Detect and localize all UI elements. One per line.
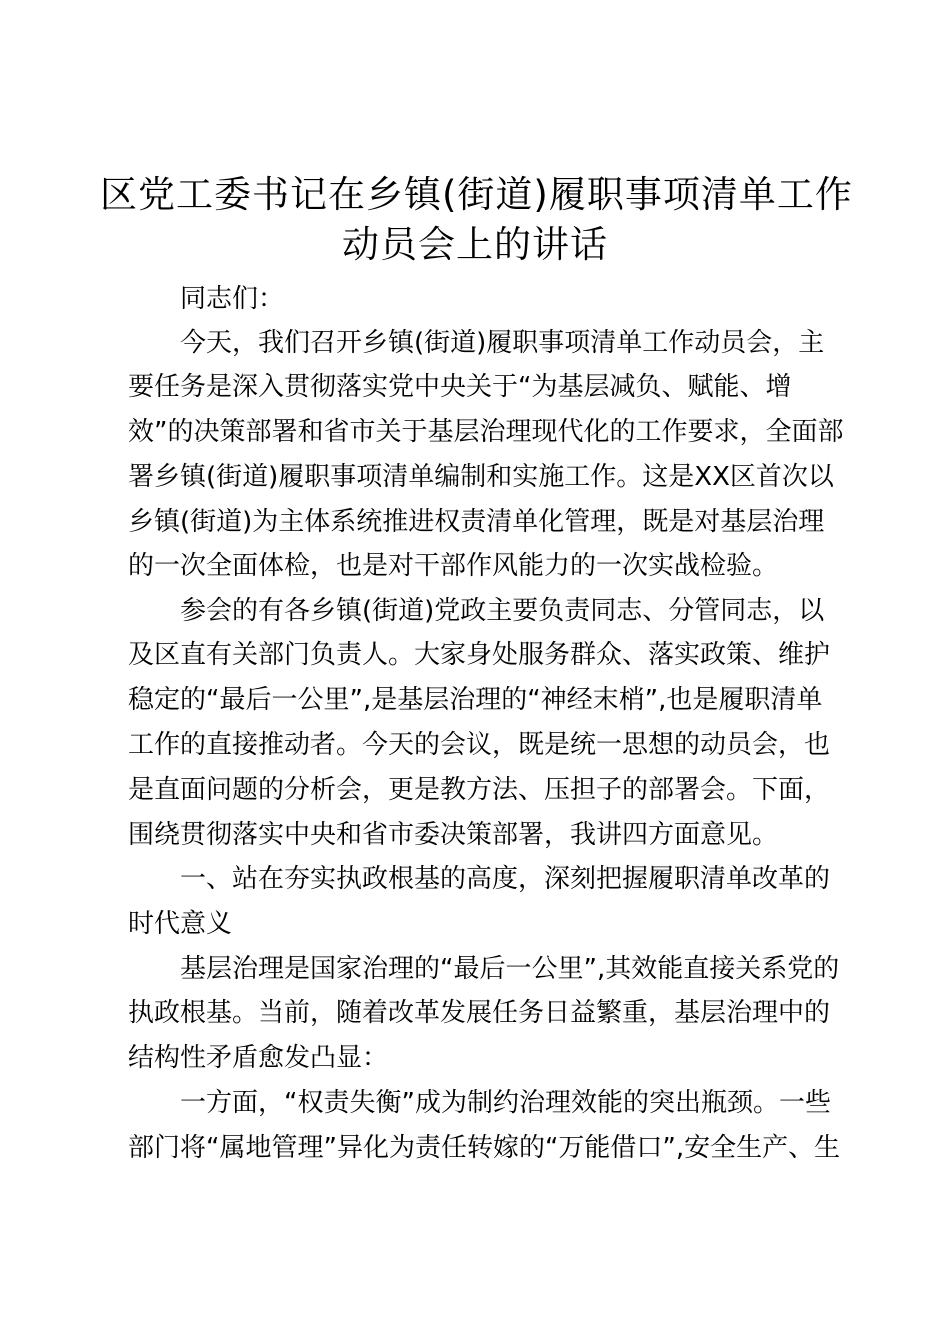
paragraph-line: 部门将“属地管理”异化为责任转嫁的“万能借口”,安全生产、生 [128, 1133, 841, 1163]
document-title-line-2: 动员会上的讲话 [342, 223, 608, 266]
document-title-line-1: 区党工委书记在乡镇(街道)履职事项清单工作 [100, 173, 853, 216]
paragraph-line: 工作的直接推动者。今天的会议，既是统一思想的动员会，也 [128, 730, 831, 760]
section-heading-line: 一、站在夯实执政根基的高度，深刻把握履职清单改革的 [180, 864, 831, 894]
paragraph-line: 参会的有各乡镇(街道)党政主要负责同志、分管同志，以 [180, 596, 825, 626]
salutation: 同志们： [180, 284, 285, 314]
section-heading-line: 时代意义 [128, 909, 233, 939]
paragraph-line: 今天，我们召开乡镇(街道)履职事项清单工作动员会，主 [180, 328, 825, 358]
paragraph-line: 要任务是深入贯彻落实党中央关于“为基层减负、赋能、增 [128, 372, 792, 402]
paragraph-line: 乡镇(街道)为主体系统推进权责清单化管理，既是对基层治理 [128, 507, 825, 537]
paragraph-line: 结构性矛盾愈发凸显： [128, 1043, 389, 1073]
paragraph-line: 署乡镇(街道)履职事项清单编制和实施工作。这是XX区首次以 [128, 462, 834, 492]
paragraph-line: 的一次全面体检，也是对干部作风能力的一次实战检验。 [128, 551, 779, 581]
paragraph-line: 及区直有关部门负责人。大家身处服务群众、落实政策、维护 [128, 640, 831, 670]
paragraph-line: 效”的决策部署和省市关于基层治理现代化的工作要求，全面部 [128, 417, 844, 447]
paragraph-line: 基层治理是国家治理的“最后一公里”,其效能直接关系党的 [180, 954, 840, 984]
paragraph-line: 是直面问题的分析会，更是教方法、压担子的部署会。下面， [128, 775, 831, 805]
paragraph-line: 一方面，“权责失衡”成为制约治理效能的突出瓶颈。一些 [180, 1088, 831, 1118]
paragraph-line: 稳定的“最后一公里”,是基层治理的“神经末梢”,也是履职清单 [128, 685, 823, 715]
paragraph-line: 执政根基。当前，随着改革发展任务日益繁重，基层治理中的 [128, 998, 831, 1028]
paragraph-line: 围绕贯彻落实中央和省市委决策部署，我讲四方面意见。 [128, 820, 779, 850]
